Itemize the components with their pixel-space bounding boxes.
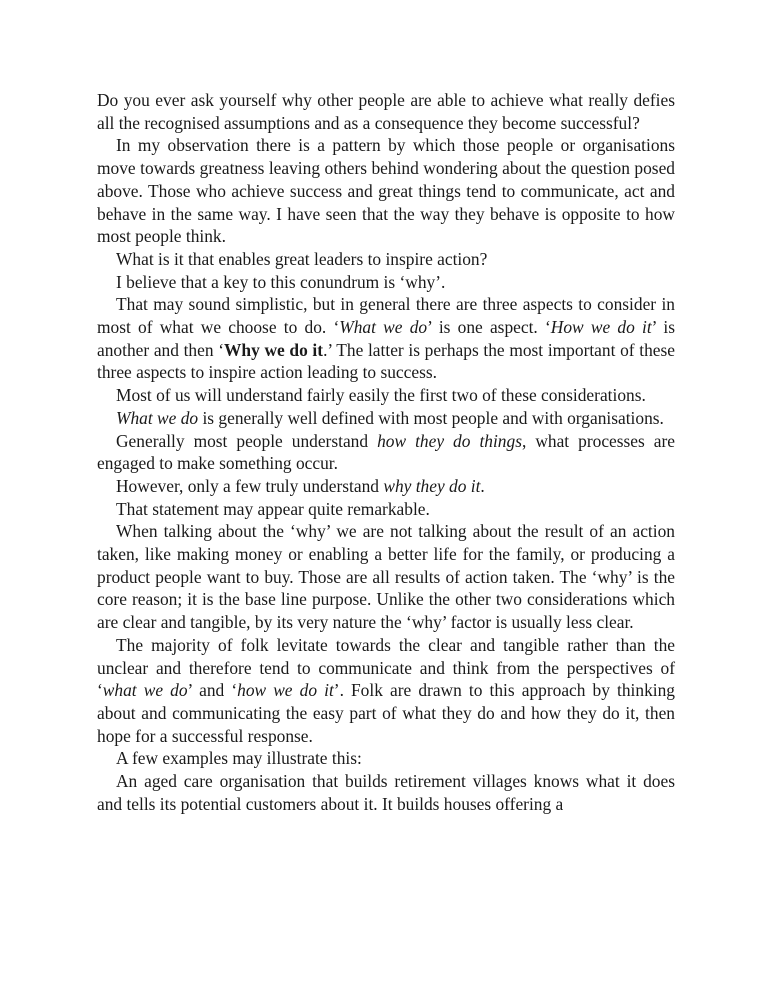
paragraph bbox=[97, 634, 675, 748]
text-run: ’ is another and then ‘ bbox=[97, 317, 675, 360]
text-run: An aged care organisation that builds retirement villages knows what it does and tells its potential customers about it. It builds houses offering a bbox=[97, 771, 675, 814]
paragraph bbox=[97, 248, 675, 271]
paragraph bbox=[97, 475, 675, 498]
text-run: Do you ever ask yourself why other people are able to achieve what really defies all the recognised assumptions and as a consequence they become successful? bbox=[97, 90, 675, 133]
text-run: ’ and ‘ bbox=[187, 680, 238, 701]
document-page bbox=[97, 89, 675, 816]
text-run: That may sound simplistic, but in general there are three aspects to consider in most of what we choose to do. ‘ bbox=[97, 294, 675, 338]
paragraph bbox=[97, 430, 675, 475]
text-run: What is it that enables great leaders to inspire action? bbox=[116, 248, 488, 269]
italic-run: how they do things bbox=[377, 430, 522, 451]
bold-run: Why we do it bbox=[224, 339, 324, 360]
paragraph bbox=[97, 134, 675, 248]
text-run: Most of us will understand fairly easily the first two of these considerations. bbox=[116, 385, 646, 406]
paragraph bbox=[97, 407, 675, 430]
text-run: A few examples may illustrate this: bbox=[116, 748, 362, 769]
italic-run: What we do bbox=[339, 317, 428, 338]
text-run: I believe that a key to this conundrum is ‘why’. bbox=[116, 271, 446, 292]
paragraph bbox=[97, 770, 675, 815]
italic-run: what we do bbox=[102, 680, 188, 701]
text-run: . bbox=[480, 475, 485, 496]
text-run: ’. Folk are drawn to this approach by thinking about and communicating the easy part of what they do and how they do it, then hope for a successful response. bbox=[97, 680, 676, 746]
text-run: That statement may appear quite remarkable. bbox=[116, 498, 430, 519]
text-run: When talking about the ‘why’ we are not talking about the result of an action taken, like making money or enabling a better life for the family, or producing a product people want to buy. Those are all results of action taken. The ‘why’ is the core reason; it is the base line purpose. Unlike the other two considerations which are clear and tangible, by its very nature the ‘why’ factor is usually less clear. bbox=[97, 521, 675, 633]
paragraph bbox=[97, 520, 675, 634]
text-run: In my observation there is a pattern by which those people or organisations move towards greatness leaving others behind wondering about the question posed above. Those who achieve success and great things tend to communicate, act and behave in the same way. I have seen that the way they behave is opposite to how most people think. bbox=[97, 135, 675, 247]
text-run: is generally well defined with most people and with organisations. bbox=[198, 407, 664, 428]
paragraph bbox=[97, 271, 675, 294]
text-run: , what processes are engaged to make something occur. bbox=[97, 430, 676, 474]
paragraph bbox=[97, 747, 675, 770]
italic-run: How we do it bbox=[550, 317, 652, 338]
italic-run: how we do it bbox=[237, 680, 334, 701]
text-run: However, only a few truly understand bbox=[116, 475, 384, 496]
text-run: ’ is one aspect. ‘ bbox=[427, 317, 551, 338]
paragraph bbox=[97, 384, 675, 407]
text-run: The majority of folk levitate towards the clear and tangible rather than the unclear and therefore tend to communicate and think from the perspectives of ‘ bbox=[97, 634, 675, 701]
text-run: Generally most people understand bbox=[116, 430, 378, 451]
italic-run: why they do it bbox=[383, 475, 481, 496]
paragraph bbox=[97, 498, 675, 521]
italic-run: What we do bbox=[116, 407, 199, 428]
paragraph bbox=[97, 89, 675, 134]
text-run: .’ The latter is perhaps the most important of these three aspects to inspire action leading to success. bbox=[97, 339, 675, 383]
paragraph bbox=[97, 293, 675, 384]
